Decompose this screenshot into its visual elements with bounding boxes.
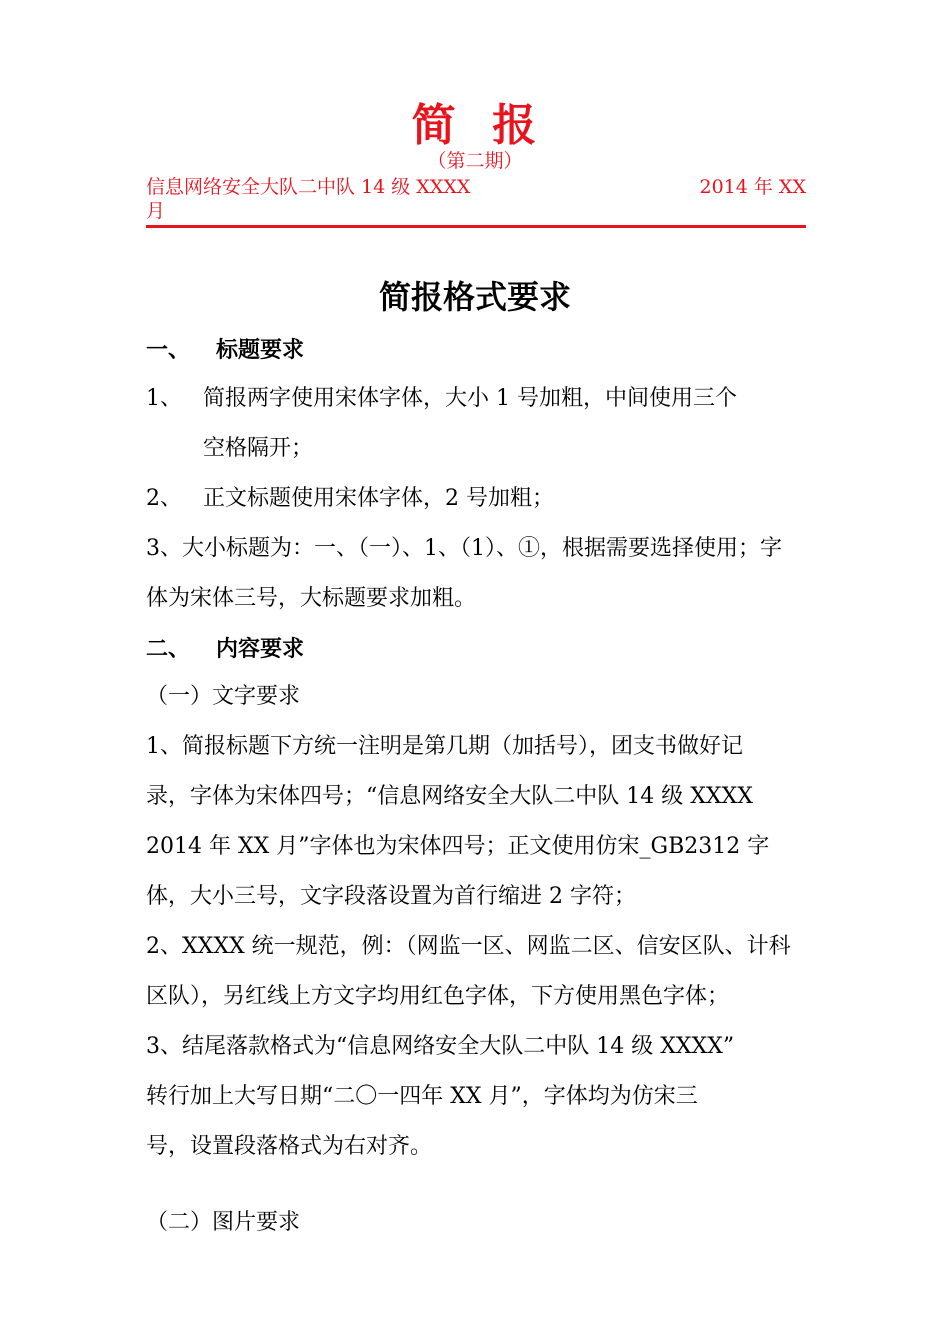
organization-name: 信息网络安全大队二中队 14 级 XXXX [146, 176, 471, 198]
paragraph-line: 3、结尾落款格式为“信息网络安全大队二中队 14 级 XXXX” [146, 1034, 735, 1059]
subsection-heading: （二）图片要求 [146, 1210, 301, 1235]
item-number: 1、 [146, 386, 182, 411]
paragraph-line: 1、简报标题下方统一注明是第几期（加括号），团支书做好记 [146, 734, 743, 759]
list-item [146, 484, 554, 514]
paragraph-line: 号，设置段落格式为右对齐。 [146, 1134, 433, 1159]
issue-month: 月 [146, 200, 166, 222]
item-text: 简报两字使用宋体字体，大小 1 号加粗，中间使用三个 [203, 386, 737, 411]
red-divider-line [146, 225, 806, 228]
masthead-title: 简 报 [411, 100, 539, 151]
paragraph-line: 2、XXXX 统一规范，例：（网监一区、网监二区、信安区队、计科 [146, 934, 791, 959]
paragraph-line: 录，字体为宋体四号；“信息网络安全大队二中队 14 级 XXXX [146, 784, 753, 809]
list-item [146, 384, 737, 414]
issue-number: （第二期） [427, 150, 523, 172]
paragraph-line: 3、大小标题为：一、（一）、1、（1）、①，根据需要选择使用；字 [146, 536, 782, 561]
paragraph-line: 区队），另红线上方文字均用红色字体，下方使用黑色字体； [146, 984, 730, 1009]
paragraph-line: 体为宋体三号，大标题要求加粗。 [146, 586, 477, 611]
document-title: 简报格式要求 [378, 278, 571, 316]
paragraph-line: 2014 年 XX 月”字体也为宋体四号；正文使用仿宋_GB2312 字 [146, 834, 770, 859]
section-heading-2 [146, 634, 304, 664]
issue-date: 2014 年 XX [699, 176, 806, 198]
section-number: 二、 [146, 636, 191, 662]
section-heading-1 [146, 335, 304, 365]
item-number: 2、 [146, 486, 182, 511]
section-number: 一、 [146, 337, 191, 363]
section-title: 内容要求 [216, 636, 305, 662]
subsection-heading: （一）文字要求 [146, 684, 301, 709]
section-title: 标题要求 [216, 337, 305, 363]
item-text-continuation: 空格隔开； [203, 436, 314, 461]
paragraph-line: 转行加上大写日期“二〇一四年 XX 月”，字体均为仿宋三 [146, 1084, 698, 1109]
paragraph-line: 体，大小三号，文字段落设置为首行缩进 2 字符； [146, 884, 636, 909]
item-text: 正文标题使用宋体字体，2 号加粗； [203, 486, 554, 511]
